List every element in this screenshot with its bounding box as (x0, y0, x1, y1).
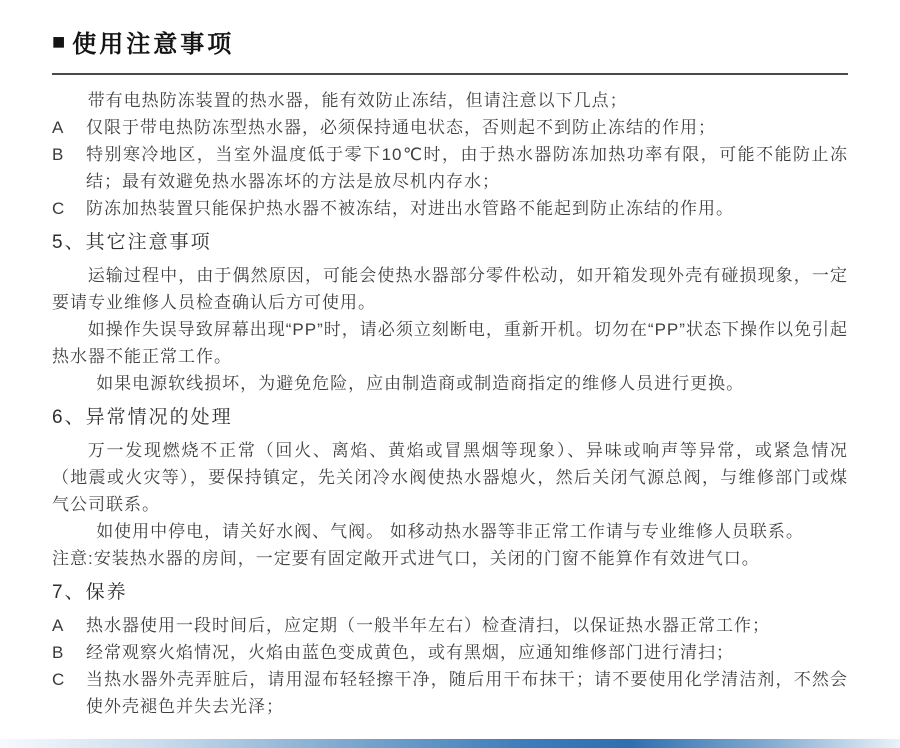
title-square-icon: ■ (52, 28, 69, 54)
list-item-care-a (52, 612, 848, 639)
list-item-frost-a (52, 114, 848, 141)
section-heading-5: 5、其它注意事项 (52, 232, 212, 253)
list-item-label: B (52, 643, 65, 662)
list-item-label: A (52, 118, 65, 137)
footer-accent-bar (0, 739, 900, 748)
list-item-text: 特别寒冷地区，当室外温度低于零下10℃时，由于热水器防冻加热功率有限，可能不能防止冻结；最有效避免热水器冻坏的方法是放尽机内存水； (86, 145, 848, 191)
section5-paragraph-3: 如果电源软线损坏，为避免危险，应由制造商或制造商指定的维修人员进行更换。 (96, 374, 745, 393)
list-item-label: C (52, 199, 66, 218)
section6-paragraph-1: 万一发现燃烧不正常（回火、离焰、黄焰或冒黑烟等现象）、异味或响声等异常，或紧急情况（地震或火灾等），要保持镇定，先关闭冷水阀使热水器熄火，然后关闭气源总阀，与维修部门或煤气公司联系。 (52, 441, 848, 514)
page-title-text: 使用注意事项 (72, 31, 235, 58)
intro-paragraph: 带有电热防冻装置的热水器，能有效防止冻结，但请注意以下几点； (87, 91, 628, 110)
title-divider (52, 73, 848, 75)
section-heading-7: 7、保养 (52, 582, 128, 603)
list-item-care-c (52, 666, 848, 720)
list-item-text: 仅限于带电热防冻型热水器，必须保持通电状态，否则起不到防止冻结的作用； (86, 118, 716, 137)
section6-paragraph-2: 如使用中停电，请关好水阀、气阀。 如移动热水器等非正常工作请与专业维修人员联系。 (96, 522, 804, 541)
list-item-label: A (52, 616, 65, 635)
list-item-label: B (52, 145, 65, 164)
section-heading-6: 6、异常情况的处理 (52, 407, 233, 428)
list-item-frost-c (52, 195, 848, 222)
list-item-frost-b (52, 141, 848, 195)
list-item-text: 热水器使用一段时间后，应定期（一般半年左右）检查清扫，以保证热水器正常工作； (86, 616, 770, 635)
page-title (52, 24, 848, 59)
list-item-text: 防冻加热装置只能保护热水器不被冻结，对进出水管路不能起到防止冻结的作用。 (86, 199, 734, 218)
list-item-text: 当热水器外壳弄脏后，请用湿布轻轻擦干净，随后用干布抹干；请不要使用化学清洁剂，不然会使外壳褪色并失去光泽； (86, 670, 848, 716)
section6-note: 注意:安装热水器的房间，一定要有固定敞开式进气口，关闭的门窗不能算作有效进气口。 (52, 549, 760, 568)
list-item-text: 经常观察火焰情况，火焰由蓝色变成黄色，或有黑烟，应通知维修部门进行清扫； (86, 643, 734, 662)
list-item-care-b (52, 639, 848, 666)
section5-paragraph-1: 运输过程中，由于偶然原因，可能会使热水器部分零件松动，如开箱发现外壳有碰损现象，一定要请专业维修人员检查确认后方可使用。 (52, 266, 848, 312)
list-item-label: C (52, 670, 66, 689)
section5-paragraph-2: 如操作失误导致屏幕出现“PP”时，请必须立刻断电，重新开机。切勿在“PP”状态下操作以免引起热水器不能正常工作。 (52, 320, 848, 366)
